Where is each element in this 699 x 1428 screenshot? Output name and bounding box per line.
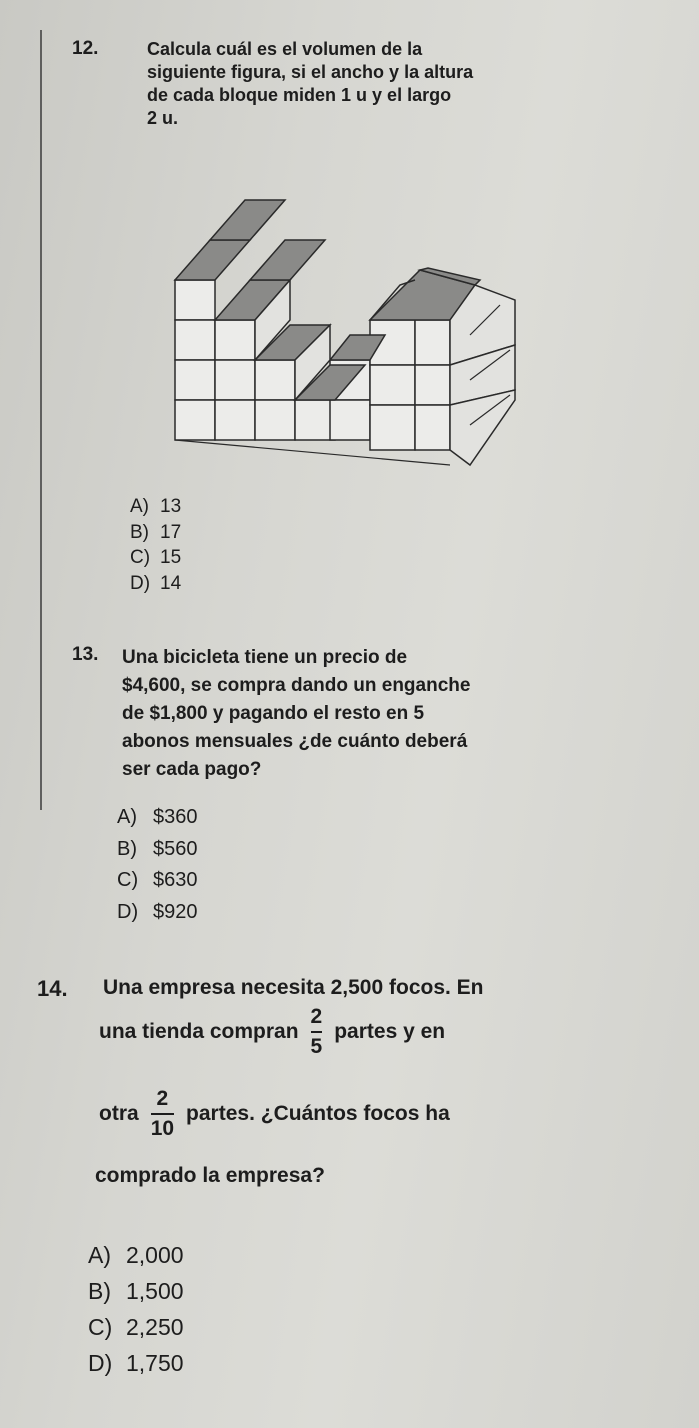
fraction [151,1088,174,1140]
option-letter: D) [88,1350,113,1376]
option-d[interactable] [117,897,198,929]
fraction-numerator: 2 [156,1087,169,1110]
fraction-bar [311,1031,323,1033]
question-text-part: partes y en [334,1020,446,1043]
question-text [147,38,577,130]
question-line: Calcula cuál es el volumen de la [147,39,423,59]
question-14 [37,976,677,1186]
options-q14 [88,1237,184,1381]
fraction-numerator: 2 [310,1005,323,1028]
question-line: comprado la empresa? [95,1164,325,1187]
option-letter: C) [130,547,151,568]
question-line: Una bicicleta tiene un precio de [122,647,408,668]
question-line: de $1,800 y pagando el resto en 5 [122,703,425,724]
option-letter: B) [130,521,149,543]
option-b[interactable] [130,520,181,546]
option-value: 1,500 [126,1278,184,1304]
option-letter: D) [130,572,151,594]
option-d[interactable] [130,571,181,597]
block-face [415,320,450,365]
margin-line [40,30,42,810]
option-c[interactable] [130,545,181,571]
option-value: 17 [160,521,182,543]
block-top [210,200,285,240]
block-face [175,280,215,320]
option-value: 14 [160,572,182,594]
option-value: 15 [160,547,182,568]
option-letter: C) [117,869,139,891]
options-q13 [117,802,198,928]
option-a[interactable] [117,802,198,834]
option-letter: B) [88,1278,111,1304]
option-value: $630 [153,869,198,891]
question-number: 14. [37,976,68,1001]
question-line [99,1006,445,1058]
block-face [370,365,415,405]
option-b[interactable] [88,1273,184,1309]
question-line: $4,600, se compra dando un enganche [122,675,471,696]
option-letter: A) [130,496,149,517]
option-value: $920 [153,900,198,923]
block-face [330,400,370,440]
block-face [215,320,255,360]
question-text-part: una tienda compran [99,1020,299,1043]
option-b[interactable] [117,834,198,866]
option-value: $360 [153,806,198,828]
block-figure [170,190,530,475]
question-number: 12. [72,38,99,59]
option-value: 2,000 [126,1242,184,1268]
fraction-denominator: 5 [310,1035,323,1058]
option-letter: A) [88,1242,111,1268]
question-line: abonos mensuales ¿de cuánto deberá [122,731,468,752]
block-top [175,240,250,280]
option-c[interactable] [88,1309,184,1345]
block-face [215,400,255,440]
option-value: $560 [153,837,198,860]
option-letter: C) [88,1314,113,1340]
question-line [99,1088,450,1140]
option-a[interactable] [130,494,181,520]
block-face [295,400,335,440]
block-face [175,400,215,440]
option-value: 2,250 [126,1314,184,1340]
block-face [215,360,255,400]
question-line: ser cada pago? [122,759,262,780]
block-face [255,360,295,400]
options-q12 [130,494,181,596]
fraction-bar [151,1113,174,1115]
fraction [311,1006,323,1058]
question-line: 2 u. [147,108,179,128]
question-number: 13. [72,644,99,665]
option-c[interactable] [117,865,198,897]
option-letter: A) [117,806,137,828]
block-face [175,320,215,360]
block-face [415,365,450,405]
block-face [415,405,450,450]
fraction-denominator: 10 [150,1117,175,1140]
question-line: Una empresa necesita 2,500 focos. En [103,976,484,999]
question-text-part: otra [99,1102,139,1125]
question-line: siguiente figura, si el ancho y la altura [147,62,474,82]
option-letter: B) [117,837,137,860]
block-face [370,405,415,450]
question-text-part: partes. ¿Cuántos focos ha [186,1102,450,1125]
option-value: 13 [160,496,182,517]
question-text [122,644,642,784]
block-face [255,400,295,440]
option-value: 1,750 [126,1350,184,1376]
block-top [250,240,325,280]
question-line: de cada bloque miden 1 u y el largo [147,85,452,105]
option-a[interactable] [88,1237,184,1273]
option-d[interactable] [88,1345,184,1381]
block-face [175,360,215,400]
option-letter: D) [117,900,139,923]
